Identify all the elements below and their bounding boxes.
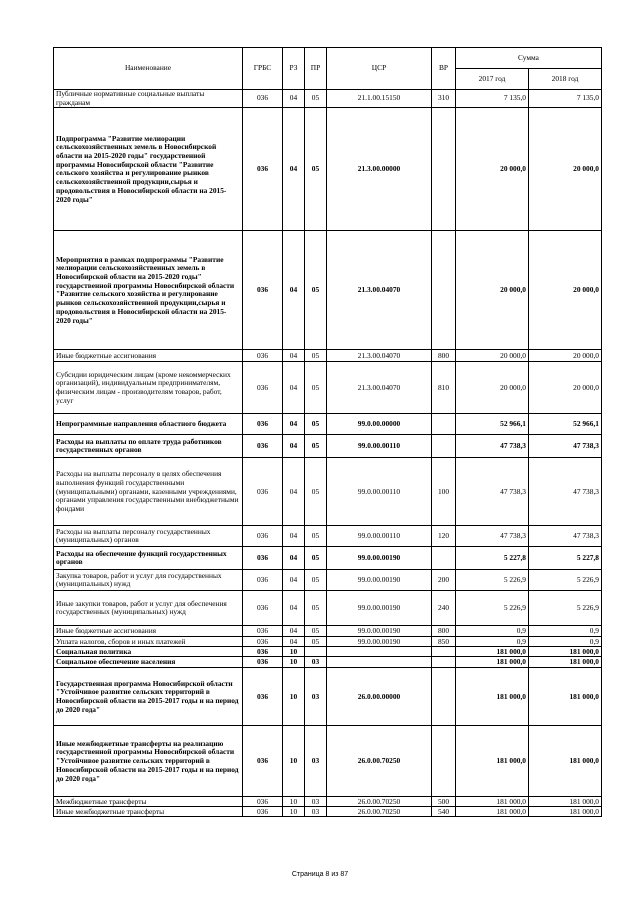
cell-grbs: 036	[243, 108, 283, 231]
cell-vr	[432, 414, 456, 435]
cell-grbs: 036	[243, 362, 283, 414]
cell-grbs: 036	[243, 726, 283, 797]
cell-csr: 26.0.00.00000	[327, 668, 432, 726]
cell-csr: 26.0.00.70250	[327, 807, 432, 817]
header-year-2018: 2018 год	[529, 69, 602, 90]
cell-rz: 10	[283, 726, 305, 797]
table-row	[54, 807, 602, 817]
cell-pr: 03	[305, 657, 327, 668]
cell-rz: 04	[283, 231, 305, 350]
cell-sum-2018: 181 000,0	[529, 647, 602, 657]
cell-sum-2017: 181 000,0	[456, 668, 529, 726]
cell-sum-2018: 181 000,0	[529, 726, 602, 797]
table-row	[54, 626, 602, 637]
cell-rz: 04	[283, 570, 305, 591]
cell-sum-2017: 181 000,0	[456, 647, 529, 657]
table-row	[54, 591, 602, 626]
cell-pr: 03	[305, 668, 327, 726]
cell-grbs: 036	[243, 458, 283, 526]
table-row	[54, 458, 602, 526]
header-vr: ВР	[432, 48, 456, 90]
header-rz: РЗ	[283, 48, 305, 90]
cell-pr: 05	[305, 362, 327, 414]
cell-rz: 10	[283, 797, 305, 807]
table-row	[54, 108, 602, 231]
header-pr: ПР	[305, 48, 327, 90]
cell-pr	[305, 647, 327, 657]
cell-name: Расходы на выплаты персоналу в целях обеспечения выполнения функций государственными (муниципальными) органами, казенными учреждениями, органами управления государственными внебюджетными фондами	[54, 458, 243, 526]
header-year-2017: 2017 год	[456, 69, 529, 90]
cell-rz: 04	[283, 591, 305, 626]
cell-sum-2017: 5 227,8	[456, 547, 529, 570]
table-row	[54, 668, 602, 726]
cell-csr: 99.0.00.00190	[327, 547, 432, 570]
cell-vr	[432, 647, 456, 657]
table-row	[54, 726, 602, 797]
cell-vr: 120	[432, 526, 456, 547]
cell-pr: 03	[305, 726, 327, 797]
cell-vr: 540	[432, 807, 456, 817]
cell-csr: 21.3.00.04070	[327, 350, 432, 362]
cell-vr	[432, 108, 456, 231]
cell-grbs: 036	[243, 657, 283, 668]
cell-csr: 99.0.00.00110	[327, 458, 432, 526]
cell-csr: 99.0.00.00190	[327, 637, 432, 647]
table-row	[54, 526, 602, 547]
cell-sum-2018: 0,9	[529, 637, 602, 647]
cell-sum-2017: 47 738,3	[456, 458, 529, 526]
cell-sum-2018: 20 000,0	[529, 362, 602, 414]
cell-sum-2018: 7 135,0	[529, 90, 602, 108]
cell-grbs: 036	[243, 637, 283, 647]
cell-rz: 10	[283, 657, 305, 668]
cell-vr	[432, 435, 456, 458]
cell-sum-2018: 20 000,0	[529, 350, 602, 362]
cell-csr: 99.0.00.00190	[327, 591, 432, 626]
budget-table	[53, 47, 602, 817]
cell-sum-2018: 47 738,3	[529, 435, 602, 458]
cell-pr: 05	[305, 637, 327, 647]
cell-sum-2017: 52 966,1	[456, 414, 529, 435]
cell-pr: 05	[305, 435, 327, 458]
table-row	[54, 647, 602, 657]
cell-pr: 05	[305, 90, 327, 108]
cell-pr: 03	[305, 807, 327, 817]
cell-vr: 500	[432, 797, 456, 807]
cell-sum-2017: 5 226,9	[456, 591, 529, 626]
cell-sum-2017: 181 000,0	[456, 726, 529, 797]
cell-csr: 99.0.00.00190	[327, 626, 432, 637]
cell-rz: 04	[283, 458, 305, 526]
cell-grbs: 036	[243, 626, 283, 637]
cell-sum-2018: 47 738,3	[529, 526, 602, 547]
cell-sum-2017: 5 226,9	[456, 570, 529, 591]
cell-csr: 26.0.00.70250	[327, 726, 432, 797]
cell-pr: 05	[305, 626, 327, 637]
cell-vr: 800	[432, 626, 456, 637]
cell-csr: 21.1.00.15150	[327, 90, 432, 108]
cell-name: Публичные нормативные социальные выплаты гражданам	[54, 90, 243, 108]
cell-name: Иные межбюджетные трансферты на реализацию государственной программы Новосибирской области "Устойчивое развитие сельских территорий в Новосибирской области на 2015-2017 годы и на период до 2020 года"	[54, 726, 243, 797]
cell-name: Иные бюджетные ассигнования	[54, 626, 243, 637]
cell-csr: 21.3.00.04070	[327, 231, 432, 350]
cell-csr: 99.0.00.00110	[327, 526, 432, 547]
cell-rz: 04	[283, 547, 305, 570]
table-body	[54, 90, 602, 817]
cell-vr	[432, 668, 456, 726]
cell-sum-2018: 47 738,3	[529, 458, 602, 526]
cell-name: Закупка товаров, работ и услуг для государственных (муниципальных) нужд	[54, 570, 243, 591]
cell-sum-2018: 20 000,0	[529, 231, 602, 350]
cell-sum-2017: 0,9	[456, 626, 529, 637]
cell-grbs: 036	[243, 435, 283, 458]
cell-rz: 04	[283, 90, 305, 108]
cell-csr: 99.0.00.00190	[327, 570, 432, 591]
cell-name: Уплата налогов, сборов и иных платежей	[54, 637, 243, 647]
cell-grbs: 036	[243, 591, 283, 626]
cell-vr: 200	[432, 570, 456, 591]
cell-sum-2018: 181 000,0	[529, 807, 602, 817]
table-row	[54, 797, 602, 807]
cell-vr	[432, 547, 456, 570]
table-row	[54, 657, 602, 668]
cell-rz: 10	[283, 807, 305, 817]
cell-sum-2018: 181 000,0	[529, 797, 602, 807]
cell-rz: 04	[283, 108, 305, 231]
cell-vr: 810	[432, 362, 456, 414]
cell-csr: 26.0.00.70250	[327, 797, 432, 807]
cell-pr: 03	[305, 797, 327, 807]
cell-csr: 21.3.00.00000	[327, 108, 432, 231]
cell-sum-2017: 20 000,0	[456, 231, 529, 350]
cell-vr: 310	[432, 90, 456, 108]
page-footer: Страница 8 из 87	[291, 871, 349, 878]
cell-name: Межбюджетные трансферты	[54, 797, 243, 807]
cell-sum-2018: 181 000,0	[529, 668, 602, 726]
cell-rz: 04	[283, 414, 305, 435]
cell-name: Государственная программа Новосибирской области "Устойчивое развитие сельских территорий в Новосибирской области на 2015-2017 годы и на период до 2020 года"	[54, 668, 243, 726]
cell-name: Субсидии юридическим лицам (кроме некоммерческих организаций), индивидуальным предпринимателям, физическим лицам - производителям товаров, работ, услуг	[54, 362, 243, 414]
cell-grbs: 036	[243, 547, 283, 570]
cell-sum-2018: 5 226,9	[529, 591, 602, 626]
cell-grbs: 036	[243, 350, 283, 362]
header-sum: Сумма	[456, 48, 602, 69]
cell-grbs: 036	[243, 807, 283, 817]
table-row	[54, 362, 602, 414]
cell-name: Социальная политика	[54, 647, 243, 657]
cell-pr: 05	[305, 231, 327, 350]
cell-grbs: 036	[243, 647, 283, 657]
cell-pr: 05	[305, 414, 327, 435]
cell-vr	[432, 657, 456, 668]
cell-vr	[432, 231, 456, 350]
cell-grbs: 036	[243, 668, 283, 726]
cell-pr: 05	[305, 108, 327, 231]
cell-sum-2018: 5 227,8	[529, 547, 602, 570]
cell-vr: 850	[432, 637, 456, 647]
cell-name: Иные межбюджетные трансферты	[54, 807, 243, 817]
cell-rz: 10	[283, 668, 305, 726]
cell-pr: 05	[305, 350, 327, 362]
table-row	[54, 637, 602, 647]
table-row	[54, 90, 602, 108]
table-row	[54, 547, 602, 570]
cell-sum-2017: 20 000,0	[456, 362, 529, 414]
header-row	[54, 48, 602, 69]
cell-csr	[327, 657, 432, 668]
cell-grbs: 036	[243, 231, 283, 350]
cell-pr: 05	[305, 526, 327, 547]
cell-csr: 99.0.00.00000	[327, 414, 432, 435]
cell-name: Социальное обеспечение населения	[54, 657, 243, 668]
table-row	[54, 435, 602, 458]
cell-vr	[432, 726, 456, 797]
cell-sum-2017: 181 000,0	[456, 657, 529, 668]
cell-grbs: 036	[243, 526, 283, 547]
cell-csr	[327, 647, 432, 657]
cell-csr: 99.0.00.00110	[327, 435, 432, 458]
header-name: Наименование	[54, 48, 243, 90]
table-row	[54, 231, 602, 350]
cell-sum-2017: 20 000,0	[456, 350, 529, 362]
cell-rz: 04	[283, 435, 305, 458]
cell-rz: 04	[283, 637, 305, 647]
cell-name: Мероприятия в рамках подпрограммы "Развитие мелиорации сельскохозяйственных земель в Новосибирской области на 2015-2020 годы" государственной программы Новосибирской области "Развитие сельского хозяйства и регулирование рынков сельскохозяйственной продукции,сырья и продовольствия в Новосибирской области на 2015-2020 годы"	[54, 231, 243, 350]
cell-name: Подпрограмма "Развитие мелиорации сельскохозяйственных земель в Новосибирской области на 2015-2020 годы" государственной программы Новосибирской области "Развитие сельского хозяйства и регулирование рынков сельскохозяйственной продукции,сырья и продовольствия в Новосибирской области на 2015-2020 годы"	[54, 108, 243, 231]
table-row	[54, 570, 602, 591]
cell-rz: 04	[283, 626, 305, 637]
cell-sum-2017: 7 135,0	[456, 90, 529, 108]
cell-sum-2018: 0,9	[529, 626, 602, 637]
cell-sum-2018: 20 000,0	[529, 108, 602, 231]
cell-grbs: 036	[243, 797, 283, 807]
cell-sum-2017: 0,9	[456, 637, 529, 647]
cell-sum-2018: 5 226,9	[529, 570, 602, 591]
header-grbs: ГРБС	[243, 48, 283, 90]
cell-vr: 100	[432, 458, 456, 526]
cell-grbs: 036	[243, 90, 283, 108]
cell-pr: 05	[305, 458, 327, 526]
cell-name: Расходы на обеспечение функций государственных органов	[54, 547, 243, 570]
table-row	[54, 414, 602, 435]
cell-sum-2018: 181 000,0	[529, 657, 602, 668]
cell-rz: 10	[283, 647, 305, 657]
cell-name: Расходы на выплаты персоналу государственных (муниципальных) органов	[54, 526, 243, 547]
table-row	[54, 350, 602, 362]
cell-sum-2017: 47 738,3	[456, 526, 529, 547]
cell-pr: 05	[305, 570, 327, 591]
cell-vr: 800	[432, 350, 456, 362]
cell-name: Иные закупки товаров, работ и услуг для обеспечения государственных (муниципальных) нужд	[54, 591, 243, 626]
cell-rz: 04	[283, 362, 305, 414]
cell-grbs: 036	[243, 414, 283, 435]
cell-pr: 05	[305, 591, 327, 626]
cell-sum-2018: 52 966,1	[529, 414, 602, 435]
cell-csr: 21.3.00.04070	[327, 362, 432, 414]
cell-name: Расходы на выплаты по оплате труда работников государственных органов	[54, 435, 243, 458]
header-csr: ЦСР	[327, 48, 432, 90]
cell-grbs: 036	[243, 570, 283, 591]
cell-pr: 05	[305, 547, 327, 570]
cell-sum-2017: 20 000,0	[456, 108, 529, 231]
cell-sum-2017: 181 000,0	[456, 807, 529, 817]
cell-sum-2017: 47 738,3	[456, 435, 529, 458]
cell-vr: 240	[432, 591, 456, 626]
cell-rz: 04	[283, 350, 305, 362]
cell-name: Непрограммные направления областного бюджета	[54, 414, 243, 435]
cell-rz: 04	[283, 526, 305, 547]
cell-name: Иные бюджетные ассигнования	[54, 350, 243, 362]
cell-sum-2017: 181 000,0	[456, 797, 529, 807]
